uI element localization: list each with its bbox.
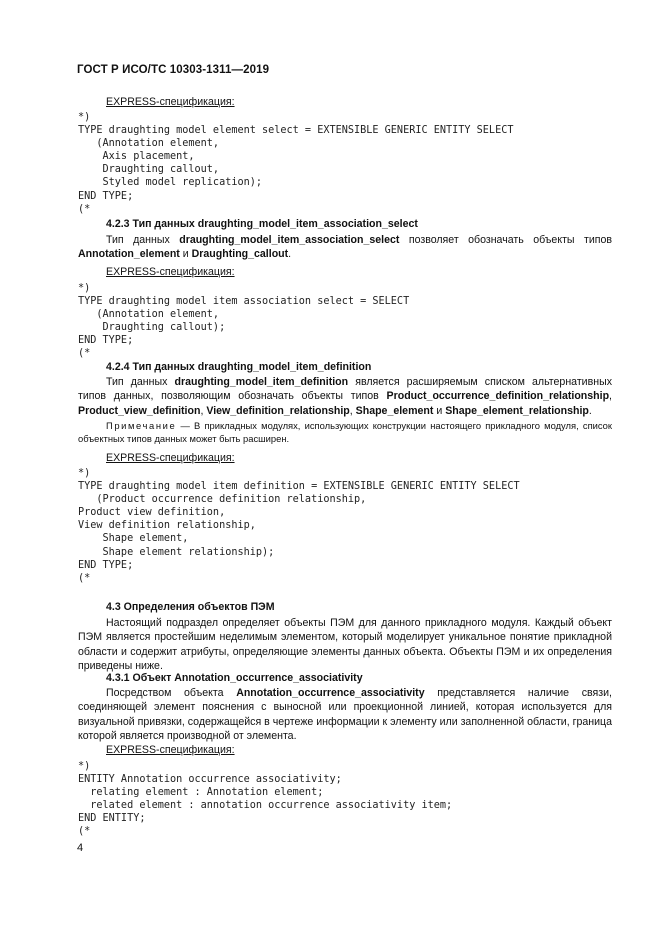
express-code-item-association-select: *) TYPE draughting model item association select = SELECT (Annotation element, Draughting callout); END TYPE; (* [78, 283, 410, 360]
express-code-item-definition: *) TYPE draughting model item definition = EXTENSIBLE GENERIC ENTITY SELECT (Product occurrence definition relationship, Product view definition, View definition relationship, Shape element, Shape element relationship); END TYPE; (* [78, 468, 520, 584]
section-heading-4-3-1: 4.3.1 Объект Annotation_occurrence_associativity [106, 672, 363, 684]
note-paragraph: Примечание — В прикладных модулях, использующих конструкции настоящего прикладного модуля, список объектных типов данных может быть расширен. [78, 420, 612, 444]
express-spec-label: EXPRESS-спецификация: [106, 96, 235, 108]
section-text-4-2-3: Тип данных draughting_model_item_association_select позволяет обозначать объекты типов Annotation_element и Draughting_callout. [78, 234, 612, 261]
express-spec-label: EXPRESS-спецификация: [106, 452, 235, 464]
page-number: 4 [77, 842, 84, 854]
section-text-4-3-1: Посредством объекта Annotation_occurrence_associativity представляется наличие связи, соединяющей элемент пояснения с выносной или проекционной линией, которая используется для визуальной привязки, содержащейся в чертеже информации к элементу или заполненной области, граница которой является производной от элемента. [78, 687, 612, 743]
section-heading-4-2-4: 4.2.4 Тип данных draughting_model_item_definition [106, 361, 372, 373]
section-text-4-3: Настоящий подраздел определяет объекты ПЭМ для данного прикладного модуля. Каждый объект ПЭМ является простейшим неделимым элементом, который моделирует уникальное понятие прикладной области и содержит атрибуты, определяющие элементы данных объекта. Объекты ПЭМ и их определения приведены ниже. [78, 617, 612, 673]
section-heading-4-2-3: 4.2.3 Тип данных draughting_model_item_association_select [106, 218, 418, 230]
standard-header: ГОСТ Р ИСО/ТС 10303-1311—2019 [77, 64, 270, 76]
section-heading-4-3: 4.3 Определения объектов ПЭМ [106, 601, 275, 613]
note-label: Примечание [106, 420, 177, 431]
express-spec-label: EXPRESS-спецификация: [106, 744, 235, 756]
express-spec-label: EXPRESS-спецификация: [106, 266, 235, 278]
section-text-4-2-4: Тип данных draughting_model_item_definition является расширяемым списком альтернативных типов данных, позволяющим обозначать объекты типов Product_occurrence_definition_relationship, Product_view_definition, View_definition_relationship, Shape_element и Shape_element_relationship. [78, 376, 612, 417]
express-code-annotation-occurrence-associativity: *) ENTITY Annotation occurrence associativity; relating element : Annotation element; related element : annotation occurrence associativity item; END ENTITY; (* [78, 761, 453, 838]
express-code-draughting-model-element-select: *) TYPE draughting model element select = EXTENSIBLE GENERIC ENTITY SELECT (Annotation element, Axis placement, Draughting callout, Styled model replication); END TYPE; (* [78, 112, 514, 215]
